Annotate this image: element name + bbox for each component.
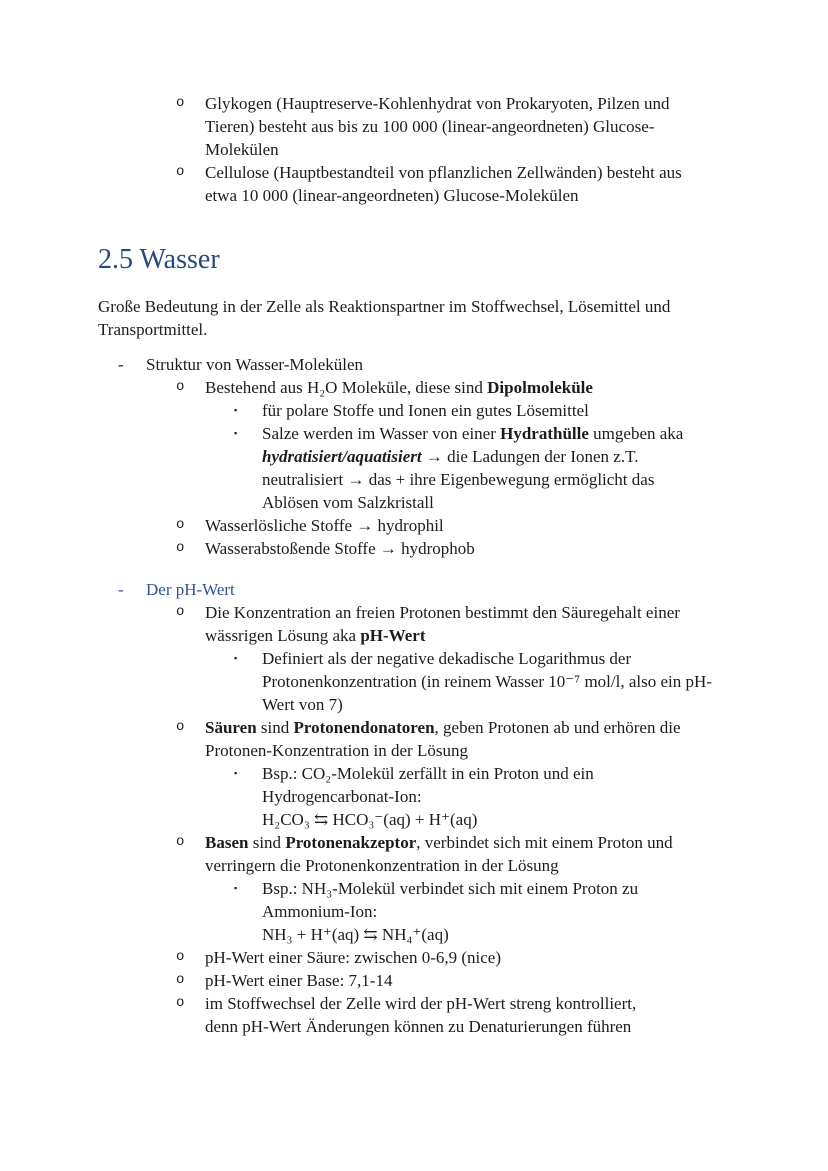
line-text	[205, 161, 682, 184]
dash-bullet: -	[118, 580, 124, 599]
text-run: H₂CO₃ ⇆ HCO₃⁻(aq) + H⁺(aq)	[262, 810, 478, 829]
text-run: Protonenakzeptor	[285, 833, 417, 852]
text-run: pH-Wert einer Säure: zwischen 0-6,9 (nice)	[205, 948, 502, 967]
doc-line	[98, 399, 758, 422]
text-run: Bestehend aus H₂O Moleküle, diese sind	[205, 378, 488, 397]
doc-line	[98, 138, 758, 161]
doc-line	[98, 762, 758, 785]
doc-line	[98, 491, 758, 514]
line-text	[98, 295, 670, 318]
text-run: Protonen-Konzentration in der Lösung	[205, 741, 468, 760]
text-run: sind	[256, 718, 294, 737]
line-text	[205, 831, 673, 854]
text-run: im Stoffwechsel der Zelle wird der pH-Wert streng kontrolliert,	[205, 994, 637, 1013]
circle-bullet: o	[176, 949, 185, 965]
doc-line	[98, 624, 758, 647]
square-bullet: ▪	[234, 883, 238, 893]
line-text	[262, 491, 434, 514]
doc-line	[98, 670, 758, 693]
text-run: Transportmittel.	[98, 320, 208, 339]
intro-list	[98, 92, 758, 207]
circle-bullet: o	[176, 719, 185, 735]
line-text	[98, 318, 207, 341]
text-run: Bsp.: NH₃-Molekül verbindet sich mit einem Proton zu	[262, 879, 639, 898]
text-run: wässrigen Lösung aka	[205, 626, 361, 645]
doc-line	[98, 353, 758, 376]
line-text	[146, 578, 235, 601]
text-run: Der pH-Wert	[146, 580, 235, 599]
line-text	[262, 785, 422, 808]
doc-line	[98, 295, 758, 318]
line-text	[262, 877, 638, 900]
line-text	[205, 969, 392, 992]
line-text	[205, 92, 670, 115]
circle-bullet: o	[176, 995, 185, 1011]
doc-line	[98, 647, 758, 670]
text-run: NH₃ + H⁺(aq) ⇆ NH₄⁺(aq)	[262, 925, 449, 944]
text-run: Bsp.: CO₂-Molekül zerfällt in ein Proton und ein	[262, 764, 594, 783]
line-text	[262, 762, 594, 785]
text-run: Hydrathülle	[500, 424, 589, 443]
text-run: , geben Protonen ab und erhören die	[434, 718, 681, 737]
text-run: Definiert als der negative dekadische Logarithmus der	[262, 649, 632, 668]
doc-line	[98, 854, 758, 877]
text-run: Salze werden im Wasser von einer	[262, 424, 501, 443]
line-text	[262, 670, 712, 693]
doc-line	[98, 877, 758, 900]
circle-bullet: o	[176, 95, 185, 111]
document-content	[98, 92, 758, 1038]
text-run: für polare Stoffe und Ionen ein gutes Lösemittel	[262, 401, 589, 420]
circle-bullet: o	[176, 517, 185, 533]
doc-line	[98, 578, 758, 601]
line-text	[205, 376, 593, 399]
text-run: Hydrogencarbonat-Ion:	[262, 787, 422, 806]
doc-line	[98, 808, 758, 831]
doc-line	[98, 923, 758, 946]
text-run: Ammonium-Ion:	[262, 902, 378, 921]
text-run: Molekülen	[205, 140, 279, 159]
line-text	[205, 184, 579, 207]
text-run: Die Konzentration an freien Protonen bestimmt den Säuregehalt einer	[205, 603, 680, 622]
line-text	[205, 115, 654, 138]
doc-line	[98, 693, 758, 716]
text-run: → die Ladungen der Ionen z.T.	[421, 447, 639, 466]
line-text	[205, 624, 425, 647]
square-bullet: ▪	[234, 653, 238, 663]
doc-line	[98, 514, 758, 537]
line-text	[205, 601, 680, 624]
dash-bullet: -	[118, 355, 124, 374]
square-bullet: ▪	[234, 428, 238, 438]
line-text	[205, 946, 501, 969]
line-text	[205, 716, 681, 739]
doc-line	[98, 422, 758, 445]
text-run: pH-Wert einer Base: 7,1-14	[205, 971, 393, 990]
line-text	[262, 693, 343, 716]
line-text	[262, 422, 683, 445]
line-text	[146, 353, 363, 376]
doc-line	[98, 900, 758, 923]
doc-line	[98, 376, 758, 399]
doc-line	[98, 716, 758, 739]
circle-bullet: o	[176, 604, 185, 620]
line-text	[205, 138, 279, 161]
text-run: Cellulose (Hauptbestandteil von pflanzlichen Zellwänden) besteht aus	[205, 163, 682, 182]
doc-line	[98, 445, 758, 468]
text-run: umgeben aka	[588, 424, 684, 443]
text-run: Protonendonatoren	[293, 718, 435, 737]
text-run: sind	[248, 833, 286, 852]
line-text	[262, 923, 449, 946]
text-run: Säuren	[205, 718, 257, 737]
doc-line	[98, 115, 758, 138]
line-text	[262, 647, 631, 670]
square-bullet: ▪	[234, 768, 238, 778]
line-text	[262, 900, 377, 923]
text-run: Ablösen vom Salzkristall	[262, 493, 434, 512]
square-bullet: ▪	[234, 405, 238, 415]
text-run: neutralisiert → das + ihre Eigenbewegung ermöglicht das	[262, 470, 655, 489]
doc-line	[98, 831, 758, 854]
text-run: denn pH-Wert Änderungen können zu Denaturierungen führen	[205, 1017, 632, 1036]
circle-bullet: o	[176, 834, 185, 850]
line-text	[205, 854, 559, 877]
text-run: Wert von 7)	[262, 695, 343, 714]
line-text	[205, 1015, 631, 1038]
line-text	[262, 468, 654, 491]
line-text	[205, 514, 444, 537]
text-run: verringern die Protonenkonzentration in der Lösung	[205, 856, 559, 875]
text-run: Wasserabstoßende Stoffe → hydrophob	[205, 539, 475, 558]
doc-line	[98, 161, 758, 184]
text-run: pH-Wert	[360, 626, 426, 645]
doc-line	[98, 992, 758, 1015]
text-run: Basen	[205, 833, 249, 852]
doc-line	[98, 92, 758, 115]
line-text	[205, 537, 475, 560]
doc-line	[98, 601, 758, 624]
doc-line	[98, 785, 758, 808]
water-structure-list	[98, 353, 758, 560]
line-text	[262, 399, 589, 422]
text-run: Protonenkonzentration (in reinem Wasser 10⁻⁷ mol/l, also ein pH-	[262, 672, 712, 691]
text-run: Dipolmoleküle	[487, 378, 593, 397]
doc-line	[98, 946, 758, 969]
doc-line	[98, 468, 758, 491]
doc-line	[98, 318, 758, 341]
text-run: Wasserlösliche Stoffe → hydrophil	[205, 516, 444, 535]
text-run: Große Bedeutung in der Zelle als Reaktionspartner im Stoffwechsel, Lösemittel und	[98, 297, 671, 316]
text-run: hydratisiert/aquatisiert	[262, 447, 422, 466]
intro-paragraph	[98, 295, 758, 341]
line-text	[205, 739, 468, 762]
section-heading: 2.5 Wasser	[98, 244, 220, 275]
ph-wert-list	[98, 578, 758, 1038]
text-run: , verbindet sich mit einem Proton und	[416, 833, 673, 852]
line-text	[262, 445, 638, 468]
circle-bullet: o	[176, 164, 185, 180]
doc-line	[98, 969, 758, 992]
text-run: Struktur von Wasser-Molekülen	[146, 355, 364, 374]
circle-bullet: o	[176, 972, 185, 988]
text-run: Glykogen (Hauptreserve-Kohlenhydrat von Prokaryoten, Pilzen und	[205, 94, 670, 113]
circle-bullet: o	[176, 540, 185, 556]
line-text	[262, 808, 477, 831]
text-run: Tieren) besteht aus bis zu 100 000 (linear-angeordneten) Glucose-	[205, 117, 655, 136]
text-run: etwa 10 000 (linear-angeordneten) Glucose-Molekülen	[205, 186, 579, 205]
doc-line	[98, 184, 758, 207]
doc-line	[98, 1015, 758, 1038]
circle-bullet: o	[176, 379, 185, 395]
doc-line	[98, 739, 758, 762]
doc-line	[98, 537, 758, 560]
line-text	[205, 992, 636, 1015]
